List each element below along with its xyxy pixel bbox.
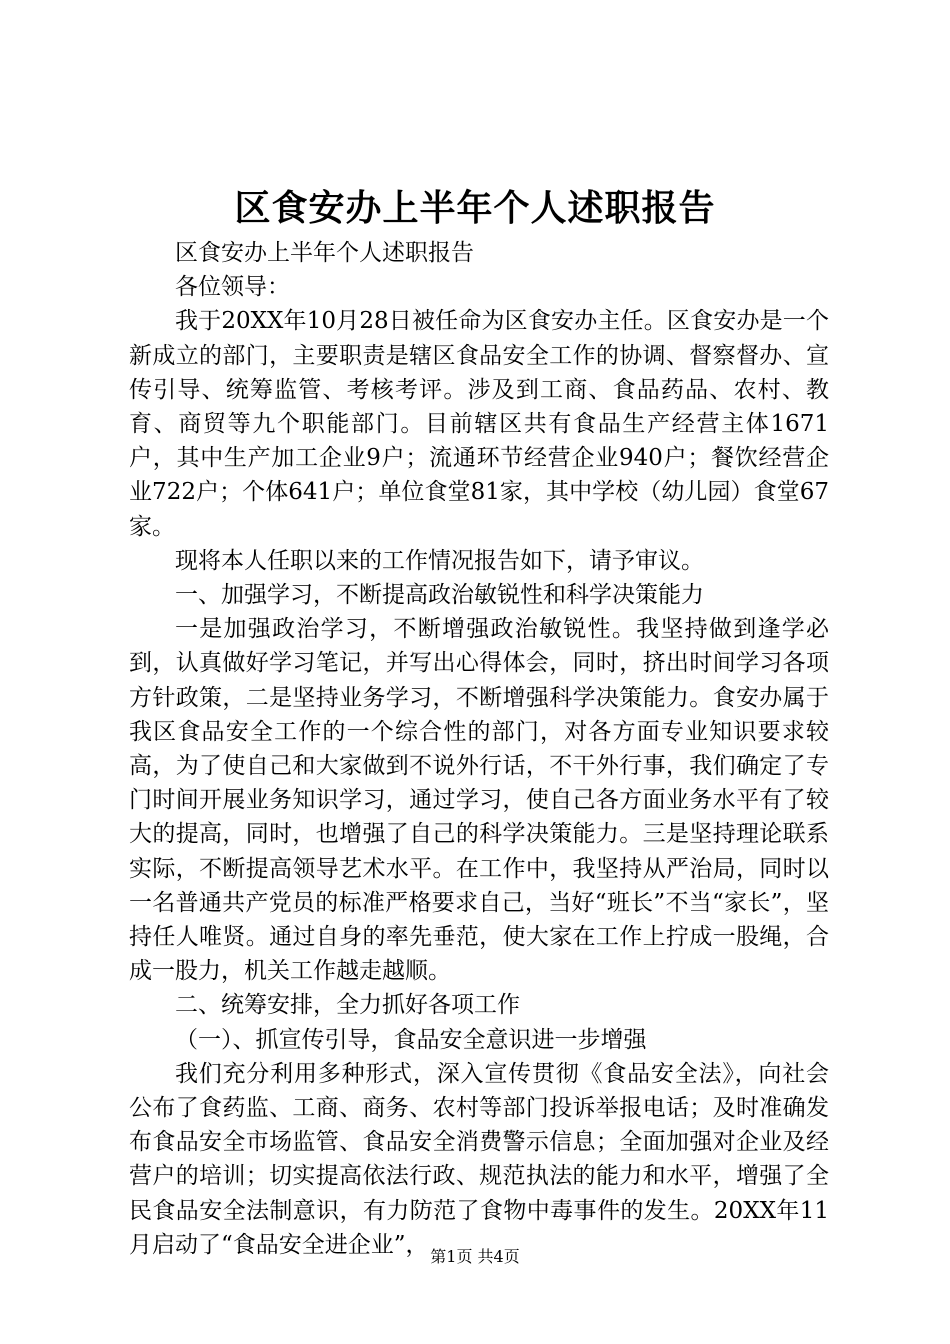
document-body [129,236,829,1262]
paragraph-subtitle: 区食安办上半年个人述职报告 [175,240,474,266]
paragraph-intro: 我于20XX年10月28日被任命为区食安办主任。区食安办是一个新成立的部门，主要职责是辖区食品安全工作的协调、督察督办、宣传引导、统筹监管、考核考评。涉及到工商、食品药品、农村、教育、商贸等九个职能部门。目前辖区共有食品生产经营主体1671户，其中生产加工企业9户；流通环节经营企业940户；餐饮经营企业722户；个体641户；单位食堂81家，其中学校（幼儿园）食堂67家。 [129,308,829,540]
page-footer: 第1页 共4页 [430,1247,520,1266]
section-heading-2: 二、统筹安排，全力抓好各项工作 [175,992,520,1019]
paragraph-report-statement: 现将本人任职以来的工作情况报告如下，请予审议。 [175,547,704,574]
paragraph-salutation: 各位领导： [175,274,290,301]
document-title: 区食安办上半年个人述职报告 [234,187,716,229]
paragraph-study: 一是加强政治学习，不断增强政治敏锐性。我坚持做到逢学必到，认真做好学习笔记，并写出心得体会，同时，挤出时间学习各项方针政策，二是坚持业务学习，不断增强科学决策能力。食安办属于我区食品安全工作的一个综合性的部门，对各方面专业知识要求较高，为了使自己和大家做到不说外行话，不干外行事，我们确定了专门时间开展业务知识学习，通过学习，使自己各方面业务水平有了较大的提高，同时，也增强了自己的科学决策能力。三是坚持理论联系实际，不断提高领导艺术水平。在工作中，我坚持从严治局，同时以一名普通共产党员的标准严格要求自己，当好“班长”不当“家长”，坚持任人唯贤。通过自身的率先垂范，使大家在工作上拧成一股绳，合成一股力，机关工作越走越顺。 [129,616,829,985]
subsection-heading-1: （一）、抓宣传引导，食品安全意识进一步增强 [175,1026,647,1053]
paragraph-publicity: 我们充分利用多种形式，深入宣传贯彻《食品安全法》，向社会公布了食药监、工商、商务、农村等部门投诉举报电话；及时准确发布食品安全市场监管、食品安全消费警示信息；全面加强对企业及经营户的培训；切实提高依法行政、规范执法的能力和水平，增强了全民食品安全法制意识，有力防范了食物中毒事件的发生。20XX年11月启动了“食品安全进企业”， [129,1060,829,1258]
section-heading-1: 一、加强学习，不断提高政治敏锐性和科学决策能力 [175,582,704,609]
